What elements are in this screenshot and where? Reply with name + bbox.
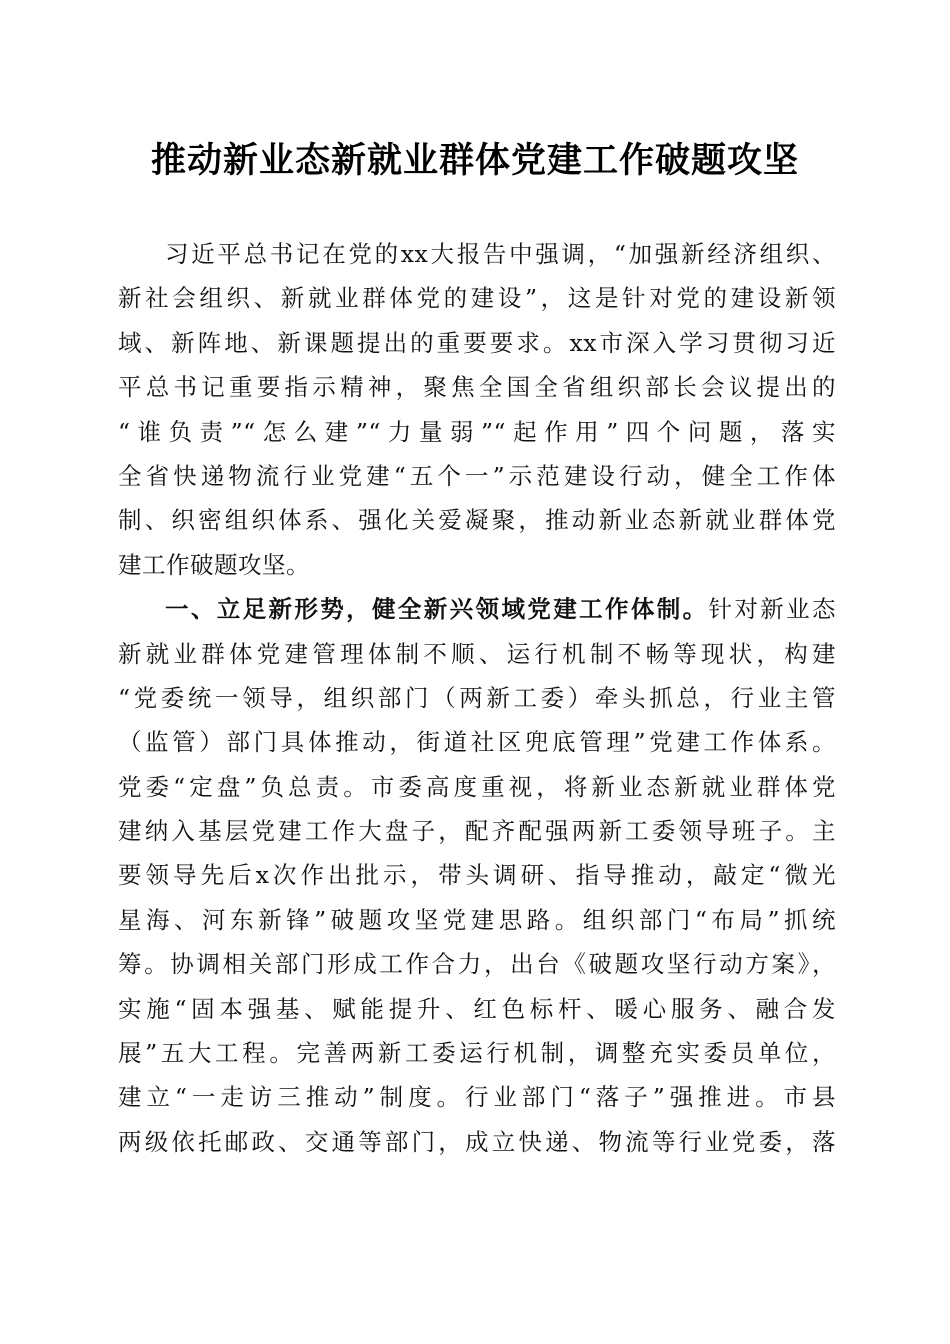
paragraph-line: 实施“固本强基、赋能提升、红色标杆、暖心服务、融合发 [118, 994, 836, 1023]
paragraph-line: “党委统一领导，组织部门（两新工委）牵头抓总，行业主管 [118, 683, 836, 712]
paragraph-line: 筹。协调相关部门形成工作合力，出台《破题攻坚行动方案》， [118, 950, 836, 979]
paragraph-line: 建纳入基层党建工作大盘子，配齐配强两新工委领导班子。主 [118, 817, 836, 846]
paragraph-line: 习近平总书记在党的xx大报告中强调，“加强新经济组织、 [165, 240, 836, 268]
intro-paragraph [118, 232, 836, 587]
paragraph-line: 建立“一走访三推动”制度。行业部门“落子”强推进。市县 [118, 1083, 836, 1112]
paragraph-line: 党委“定盘”负总责。市委高度重视，将新业态新就业群体党 [118, 772, 836, 801]
paragraph-line: 制、织密组织体系、强化关爱凝聚，推动新业态新就业群体党 [118, 506, 836, 535]
section-1-paragraph [118, 587, 836, 1164]
paragraph-line: 建工作破题攻坚。 [118, 550, 310, 579]
document-body [118, 232, 836, 1164]
paragraph-line: 新社会组织、新就业群体党的建设”，这是针对党的建设新领 [118, 284, 836, 313]
paragraph-line: 新就业群体党建管理体制不顺、运行机制不畅等现状，构建 [118, 639, 836, 668]
section-1-first-line [118, 587, 836, 631]
paragraph-line: “谁负责”“怎么建”“力量弱”“起作用”四个问题，落实 [118, 417, 836, 446]
paragraph-line: 要领导先后x次作出批示，带头调研、指导推动，敲定“微光 [118, 861, 836, 890]
document-title: 推动新业态新就业群体党建工作破题攻坚 [150, 140, 799, 181]
section-1-first-line-text: 针对新业态 [708, 595, 837, 624]
section-1-heading: 一、立足新形势，健全新兴领域党建工作体制。 [165, 595, 709, 624]
paragraph-line: 星海、河东新锋”破题攻坚党建思路。组织部门“布局”抓统 [118, 905, 836, 934]
paragraph-line: 展”五大工程。完善两新工委运行机制，调整充实委员单位， [118, 1039, 836, 1068]
paragraph-line: 平总书记重要指示精神，聚焦全国全省组织部长会议提出的 [118, 373, 836, 402]
paragraph-line: （监管）部门具体推动，街道社区兜底管理”党建工作体系。 [118, 728, 836, 757]
paragraph-line: 域、新阵地、新课题提出的重要要求。xx市深入学习贯彻习近 [118, 328, 836, 357]
paragraph-line: 全省快递物流行业党建“五个一”示范建设行动，健全工作体 [118, 461, 836, 490]
paragraph-line: 两级依托邮政、交通等部门，成立快递、物流等行业党委，落 [118, 1127, 836, 1156]
